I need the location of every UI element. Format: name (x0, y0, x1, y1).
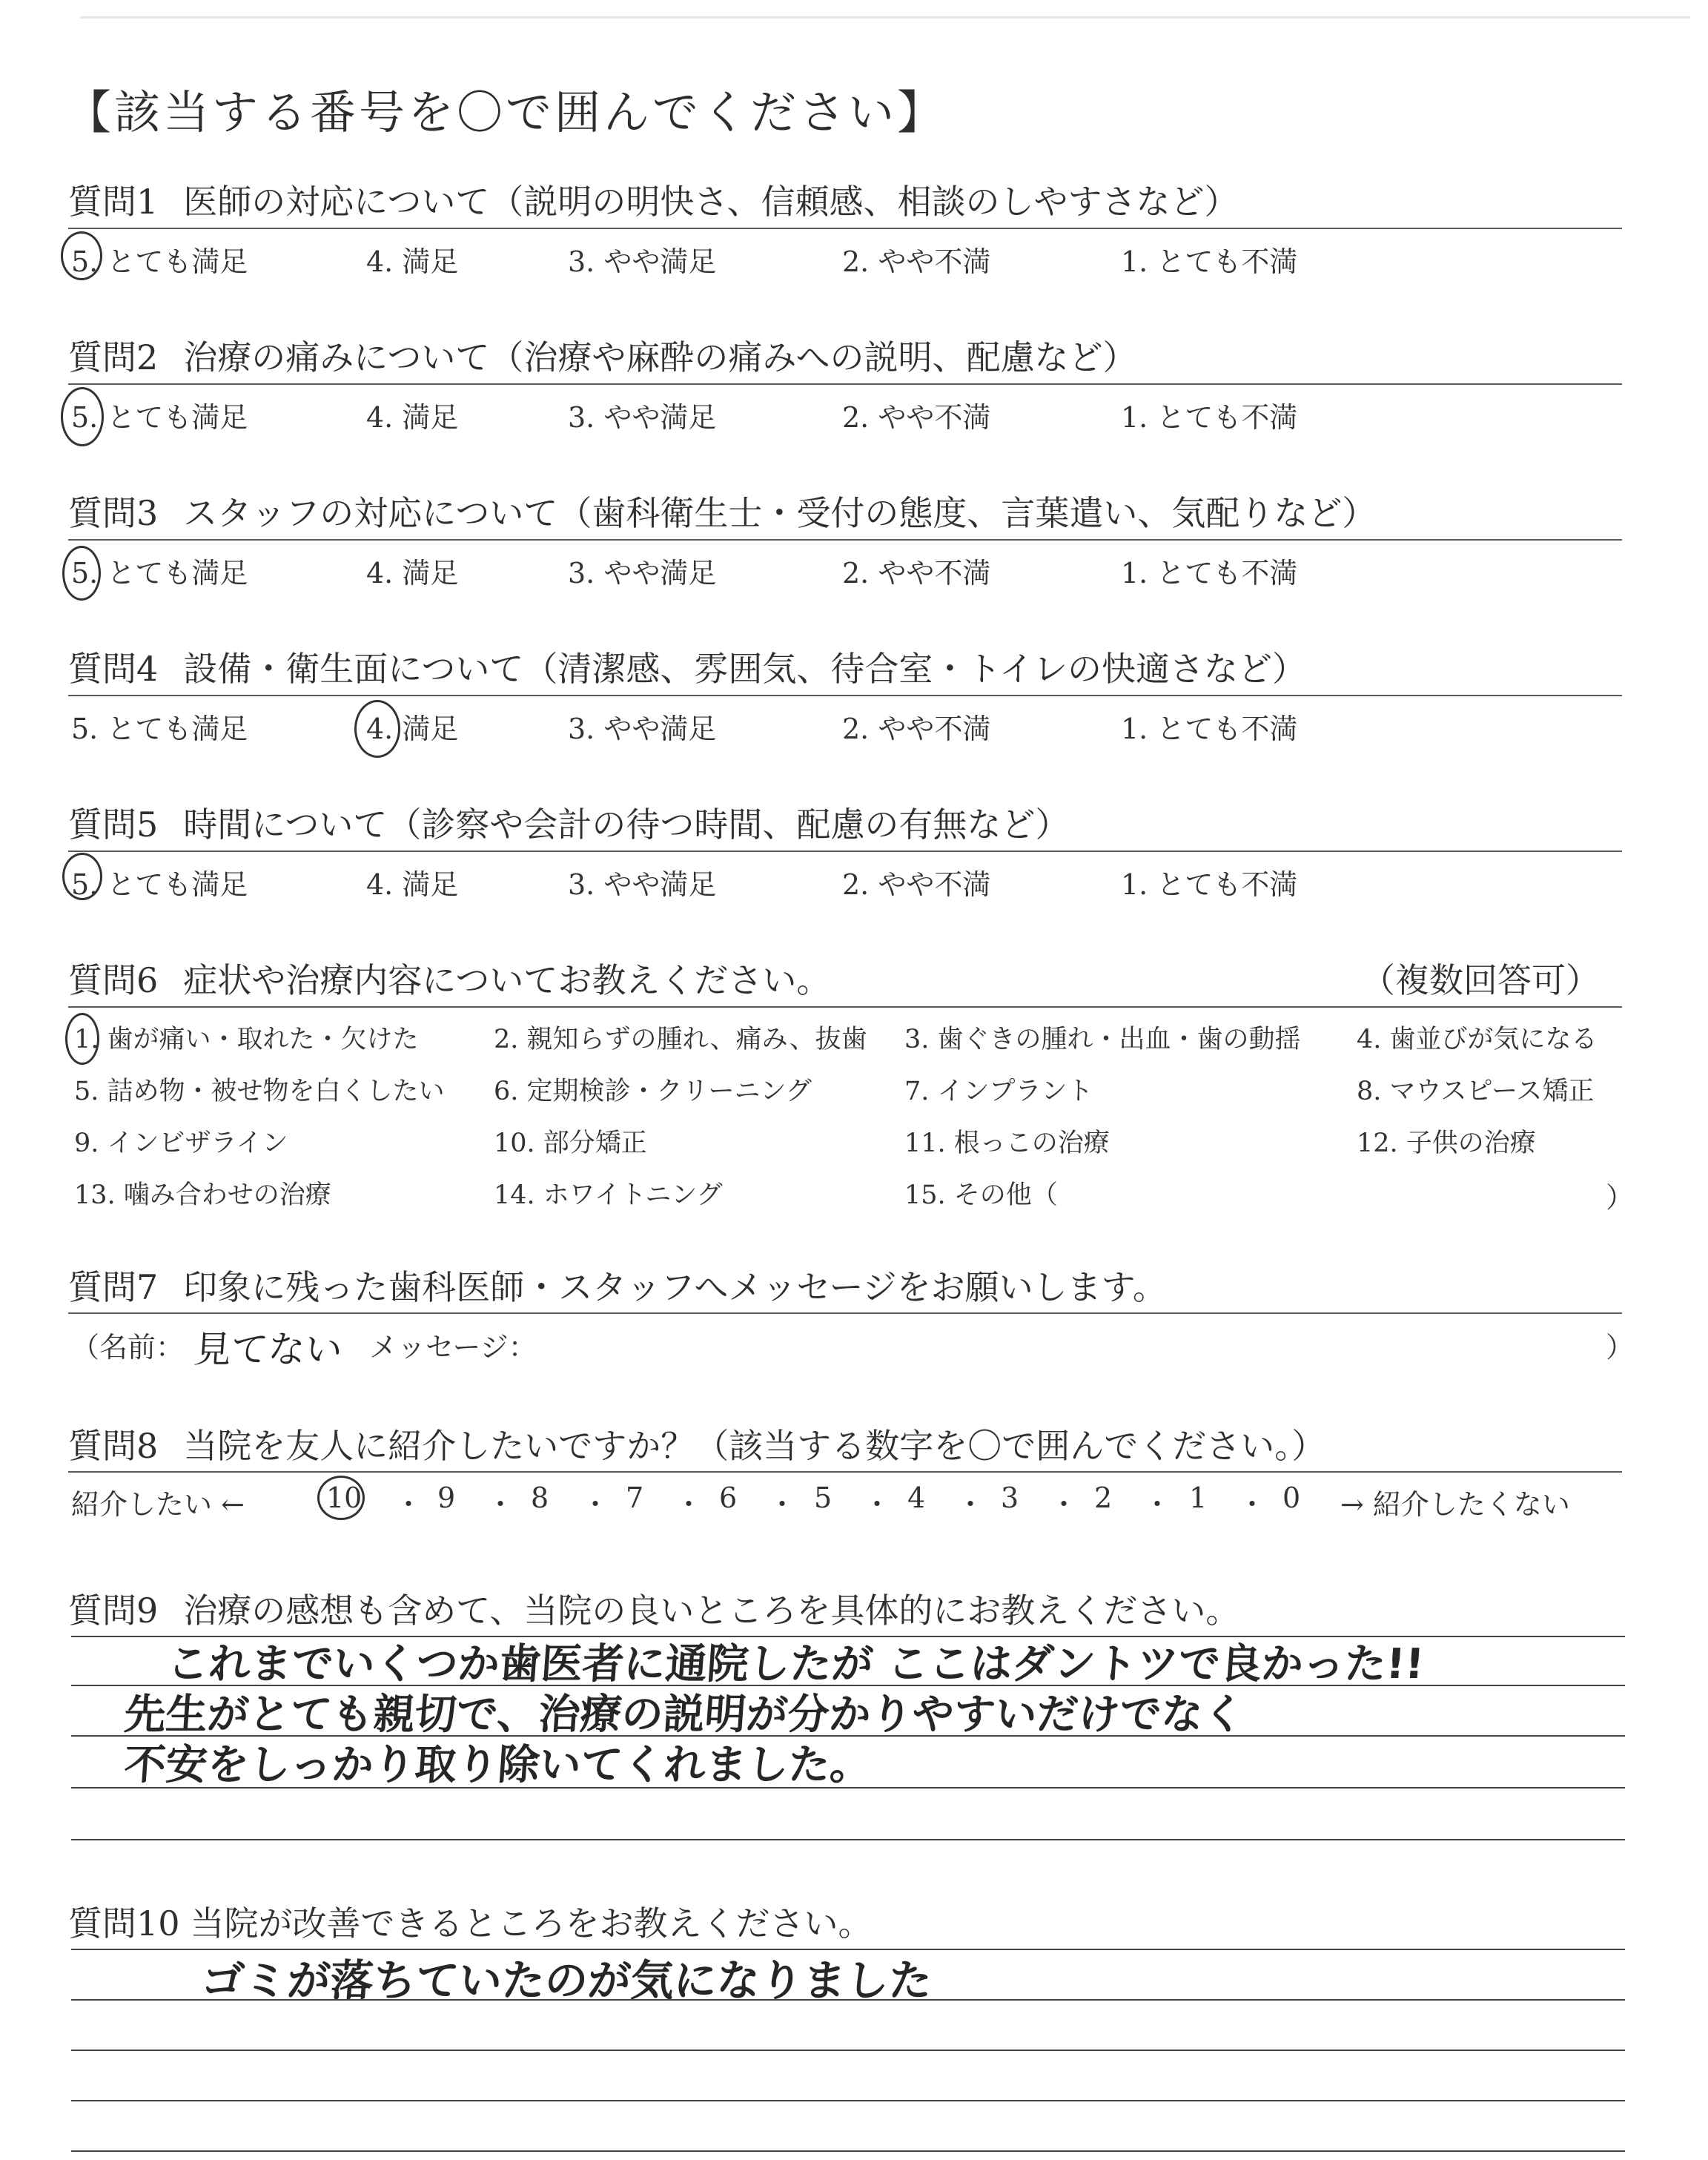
q3-option-5[interactable]: 5. とても満足 (71, 557, 248, 589)
q6-option[interactable]: 3. 歯ぐきの腫れ・出血・歯の動揺 (904, 1025, 1301, 1054)
question-text: 症状や治療内容についてお教えください。 (183, 960, 831, 1000)
scale-1[interactable]: 1 (1189, 1482, 1208, 1514)
question-number: 質問1 (68, 182, 159, 222)
q3-option-4[interactable]: 4. 満足 (366, 557, 459, 589)
selection-circle (65, 1013, 99, 1065)
question-10-title (68, 1897, 873, 1946)
scale-0[interactable]: 0 (1282, 1482, 1301, 1514)
selection-circle (317, 1476, 365, 1520)
scale-6[interactable]: 6 (719, 1482, 738, 1514)
divider (68, 539, 1622, 541)
selection-circle (354, 700, 400, 758)
scale-5[interactable]: 5 (814, 1482, 833, 1514)
q6-option[interactable]: 6. 定期検診・クリーニング (494, 1077, 812, 1106)
q6-option[interactable]: 2. 親知らずの腫れ、痛み、抜歯 (494, 1025, 867, 1054)
q6-option[interactable]: 12. 子供の治療 (1357, 1129, 1536, 1158)
q6-option[interactable]: 14. ホワイトニング (494, 1180, 723, 1210)
divider (68, 1006, 1622, 1008)
q1-option-3[interactable]: 3. やや満足 (568, 245, 717, 278)
divider (68, 695, 1622, 696)
q1-option-1[interactable]: 1. とても不満 (1121, 245, 1298, 278)
question-2-title (68, 331, 1136, 380)
selection-circle (62, 853, 102, 900)
handwritten-answer-line: 先生がとても親切で、治療の説明が分かりやすいだけでなく (122, 1691, 1246, 1739)
question-number: 質問5 (68, 805, 159, 845)
divider (68, 383, 1622, 385)
question-6-title (68, 954, 830, 1003)
q5-option-4[interactable]: 4. 満足 (366, 868, 459, 901)
q5-option-2[interactable]: 2. やや不満 (842, 868, 991, 901)
recommend-left-label: 紹介したい ← (71, 1488, 245, 1521)
question-text: 当院を友人に紹介したいですか？（該当する数字を〇で囲んでください。） (183, 1426, 1326, 1466)
question-text: スタッフの対応について（歯科衛生士・受付の態度、言葉遣い、気配りなど） (183, 493, 1377, 533)
closing-paren: ） (1606, 1181, 1635, 1214)
q3-option-1[interactable]: 1. とても不満 (1121, 557, 1298, 589)
answer-line (71, 2050, 1625, 2051)
closing-paren: ） (1606, 1331, 1635, 1364)
scale-separator: ・ (675, 1488, 704, 1521)
question-number: 質問6 (68, 960, 159, 1000)
answer-line (71, 2100, 1625, 2101)
q2-option-1[interactable]: 1. とても不満 (1121, 401, 1298, 434)
answer-line (71, 2150, 1625, 2152)
handwritten-answer-line: これまでいくつか歯医者に通院したが ここはダントツで良かった!! (165, 1640, 1426, 1688)
q2-option-4[interactable]: 4. 満足 (366, 401, 459, 434)
scale-2[interactable]: 2 (1094, 1482, 1113, 1514)
scale-10[interactable]: 10 (326, 1482, 363, 1514)
question-1-title (68, 175, 1239, 224)
question-number: 質問7 (68, 1267, 159, 1307)
answer-line (71, 1839, 1625, 1840)
q6-option[interactable]: 15. その他（ (904, 1180, 1058, 1210)
scale-7[interactable]: 7 (626, 1482, 644, 1514)
q5-option-5[interactable]: 5. とても満足 (71, 868, 248, 901)
scale-3[interactable]: 3 (1001, 1482, 1019, 1514)
q1-option-4[interactable]: 4. 満足 (366, 245, 459, 278)
question-text: 時間について（診察や会計の待つ時間、配慮の有無など） (183, 805, 1070, 845)
q4-option-5[interactable]: 5. とても満足 (71, 713, 248, 745)
q3-option-2[interactable]: 2. やや不満 (842, 557, 991, 589)
q6-option[interactable]: 9. インビザライン (74, 1129, 288, 1158)
question-text: 治療の感想も含めて、当院の良いところを具体的にお教えください。 (183, 1591, 1240, 1631)
q1-option-5[interactable]: 5. とても満足 (71, 245, 248, 278)
question-text: 印象に残った歯科医師・スタッフへメッセージをお願いします。 (183, 1267, 1167, 1307)
q6-option[interactable]: 11. 根っこの治療 (904, 1129, 1110, 1158)
question-text: 治療の痛みについて（治療や麻酔の痛みへの説明、配慮など） (183, 337, 1137, 377)
recommend-right-label: → 紹介したくない (1340, 1488, 1570, 1521)
scan-top-edge (80, 16, 1690, 19)
question-text: 設備・衛生面について（清潔感、雰囲気、待合室・トイレの快適さなど） (183, 649, 1307, 689)
selection-circle (62, 546, 101, 601)
q1-option-2[interactable]: 2. やや不満 (842, 245, 991, 278)
question-number: 質問2 (68, 337, 159, 377)
q6-option[interactable]: 4. 歯並びが気になる (1357, 1025, 1598, 1054)
question-number: 質問3 (68, 493, 159, 533)
question-text: 医師の対応について（説明の明快さ、信頼感、相談のしやすさなど） (183, 182, 1239, 222)
question-number: 質問10 (68, 1903, 180, 1943)
q2-option-5[interactable]: 5. とても満足 (71, 401, 248, 434)
scale-4[interactable]: 4 (907, 1482, 926, 1514)
divider (68, 851, 1622, 852)
question-5-title (68, 798, 1069, 847)
question-8-title (68, 1419, 1325, 1468)
question-number: 質問8 (68, 1426, 159, 1466)
q3-option-3[interactable]: 3. やや満足 (568, 557, 717, 589)
name-handwritten: 見てない (192, 1328, 344, 1371)
question-9-title (68, 1584, 1239, 1633)
selection-circle (61, 387, 104, 446)
message-label: メッセージ： (369, 1331, 537, 1364)
q2-option-3[interactable]: 3. やや満足 (568, 401, 717, 434)
page-title: 【該当する番号を〇で囲んでください】 (65, 85, 947, 139)
name-label: （名前： (71, 1331, 185, 1364)
scale-separator: ・ (863, 1488, 892, 1521)
q6-option[interactable]: 10. 部分矯正 (494, 1129, 647, 1158)
question-number: 質問9 (68, 1591, 159, 1631)
scale-separator: ・ (956, 1488, 985, 1521)
q6-option[interactable]: 13. 噛み合わせの治療 (74, 1180, 331, 1210)
question-text: 当院が改善できるところをお教えください。 (190, 1903, 873, 1943)
handwritten-answer-line: 不安をしっかり取り除いてくれました。 (122, 1741, 873, 1789)
q2-option-2[interactable]: 2. やや不満 (842, 401, 991, 434)
divider (68, 1471, 1622, 1473)
scale-8[interactable]: 8 (531, 1482, 549, 1514)
q5-option-3[interactable]: 3. やや満足 (568, 868, 717, 901)
scale-separator: ・ (768, 1488, 797, 1521)
scale-separator: ・ (394, 1488, 423, 1521)
q4-option-1[interactable]: 1. とても不満 (1121, 713, 1298, 745)
q4-option-3[interactable]: 3. やや満足 (568, 713, 717, 745)
handwritten-answer-line: ゴミが落ちていたのが気になりました (199, 1955, 934, 2006)
scale-separator: ・ (1238, 1488, 1267, 1521)
q5-option-1[interactable]: 1. とても不満 (1121, 868, 1298, 901)
q6-option[interactable]: 8. マウスピース矯正 (1357, 1077, 1595, 1106)
divider (68, 228, 1622, 229)
question-number: 質問4 (68, 649, 159, 689)
q6-option[interactable]: 1. 歯が痛い・取れた・欠けた (74, 1025, 419, 1054)
question-4-title (68, 642, 1306, 691)
scale-separator: ・ (1143, 1488, 1172, 1521)
selection-circle (61, 231, 102, 280)
question-7-title (68, 1261, 1167, 1309)
question-3-title (68, 486, 1376, 535)
q6-option[interactable]: 5. 詰め物・被せ物を白くしたい (74, 1077, 445, 1106)
q4-option-2[interactable]: 2. やや不満 (842, 713, 991, 745)
scale-separator: ・ (486, 1488, 515, 1521)
scale-9[interactable]: 9 (437, 1482, 456, 1514)
q6-option[interactable]: 7. インプラント (904, 1077, 1093, 1106)
multiple-answers-note: （複数回答可） (1361, 960, 1600, 1000)
scale-separator: ・ (1050, 1488, 1079, 1521)
scale-separator: ・ (581, 1488, 610, 1521)
divider (68, 1312, 1622, 1314)
q4-option-4[interactable]: 4. 満足 (366, 713, 459, 745)
